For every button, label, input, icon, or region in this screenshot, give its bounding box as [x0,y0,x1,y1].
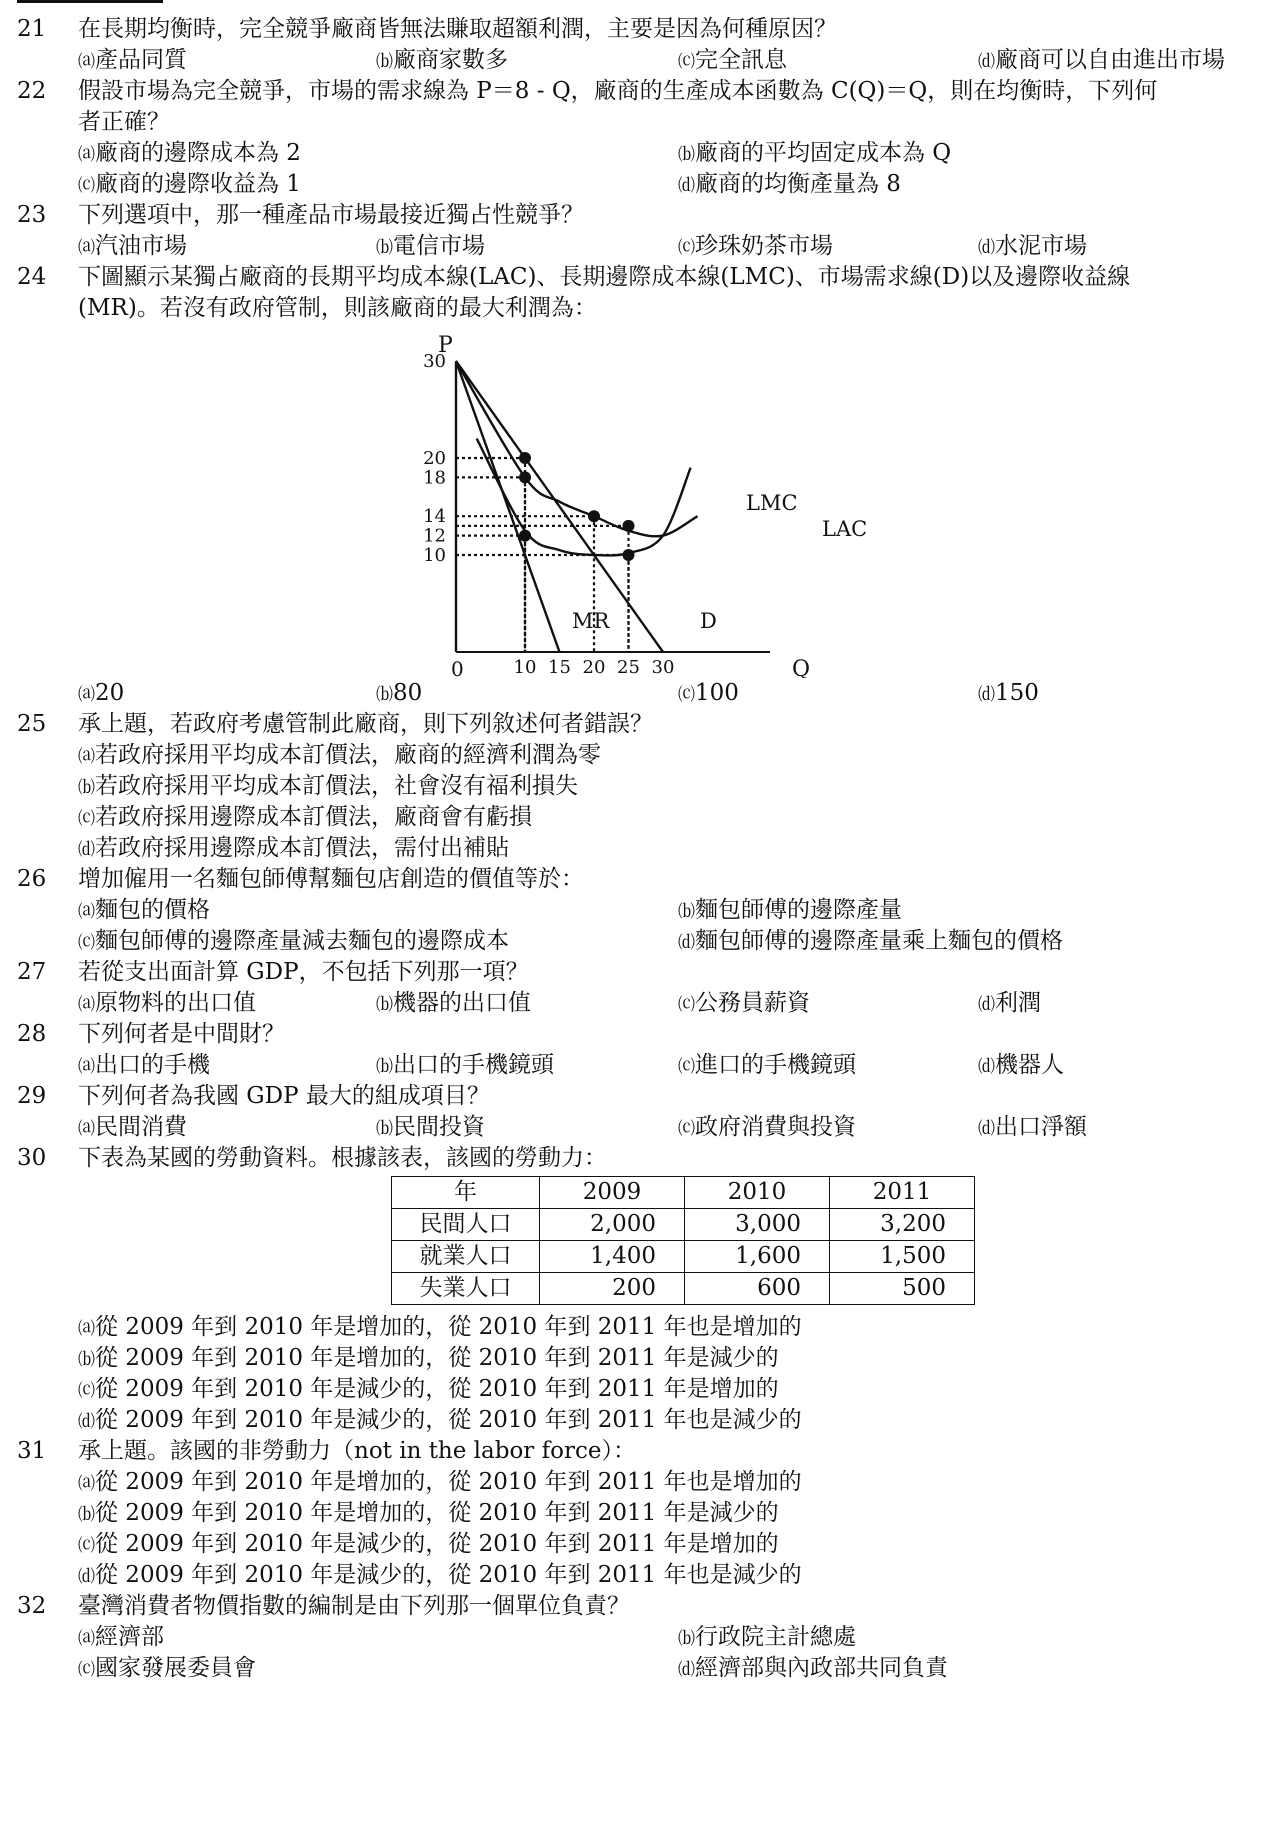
option-b[interactable]: ⒝80 [376,680,423,706]
option-a[interactable]: ⒜從 2009 年到 2010 年是增加的，從 2010 年到 2011 年也是增加的 [78,1469,802,1495]
option-d[interactable]: ⒟利潤 [978,990,1041,1016]
table-cell: 1,400 [540,1241,685,1273]
question-30 [0,1143,1274,1436]
table-row [392,1209,975,1241]
curve-label-lmc: LMC [746,491,798,515]
x-tick-label: 10 [513,657,537,678]
question-25 [0,709,1274,864]
question-number: 31 [17,1438,47,1464]
origin-label: 0 [451,657,464,678]
question-26 [0,864,1274,957]
question-22 [0,76,1274,200]
option-d[interactable]: ⒟從 2009 年到 2010 年是減少的，從 2010 年到 2011 年也是減少的 [78,1562,802,1588]
option-b[interactable]: ⒝從 2009 年到 2010 年是增加的，從 2010 年到 2011 年是減少的 [78,1345,779,1371]
table-row [392,1241,975,1273]
question-27 [0,957,1274,1019]
curve-d [456,361,663,652]
question-number: 21 [17,16,47,42]
top-rule [17,0,163,3]
question-stem: 臺灣消費者物價指數的編制是由下列那一個單位負責？ [78,1593,630,1619]
question-stem: 假設市場為完全競爭，市場的需求線為 P＝8 - Q，廠商的生產成本函數為 C(Q)＝Q，則在均衡時，下列何 [78,78,1158,104]
labor-data-table [391,1176,975,1305]
option-c[interactable]: ⒞完全訊息 [678,47,787,73]
marked-point [588,510,600,522]
option-c[interactable]: ⒞政府消費與投資 [678,1114,856,1140]
table-cell: 2,000 [540,1209,685,1241]
question-29 [0,1081,1274,1143]
option-a[interactable]: ⒜經濟部 [78,1624,164,1650]
option-d[interactable]: ⒟廠商的均衡產量為 8 [678,171,901,197]
option-a[interactable]: ⒜麵包的價格 [78,897,210,923]
table-cell: 500 [830,1273,975,1305]
option-a[interactable]: ⒜廠商的邊際成本為 2 [78,140,301,166]
question-stem: 下表為某國的勞動資料。根據該表，該國的勞動力： [78,1145,607,1171]
option-a[interactable]: ⒜原物料的出口值 [78,990,256,1016]
option-d[interactable]: ⒟150 [978,680,1039,706]
option-d[interactable]: ⒟廠商可以自由進出市場 [978,47,1225,73]
option-c[interactable]: ⒞從 2009 年到 2010 年是減少的，從 2010 年到 2011 年是增加的 [78,1376,779,1402]
table-cell: 3,200 [830,1209,975,1241]
option-a[interactable]: ⒜20 [78,680,125,706]
option-c[interactable]: ⒞廠商的邊際收益為 1 [78,171,301,197]
option-c[interactable]: ⒞珍珠奶茶市場 [678,233,833,259]
curve-lmc [477,439,691,556]
marked-point [519,452,531,464]
question-21 [0,14,1274,76]
question-number: 22 [17,78,47,104]
question-stem-cont: 者正確？ [78,109,170,135]
y-tick-label: 10 [423,545,446,566]
option-c[interactable]: ⒞若政府採用邊際成本訂價法，廠商會有虧損 [78,804,532,830]
option-b[interactable]: ⒝麵包師傅的邊際產量 [678,897,902,923]
exam-page [0,14,1274,1684]
table-cell: 200 [540,1273,685,1305]
table-cell: 3,000 [685,1209,830,1241]
curve-label-lac: LAC [822,517,868,541]
table-header-cell: 2010 [685,1177,830,1209]
question-number: 25 [17,711,47,737]
question-number: 23 [17,202,47,228]
option-b[interactable]: ⒝出口的手機鏡頭 [376,1052,554,1078]
option-c[interactable]: ⒞麵包師傅的邊際產量減去麵包的邊際成本 [78,928,509,954]
x-tick-label: 25 [617,657,640,678]
option-d[interactable]: ⒟經濟部與內政部共同負責 [678,1655,948,1681]
table-header-cell: 年 [392,1177,540,1209]
curve-label-mr: MR [572,609,610,633]
question-stem: 承上題。該國的非勞動力（not in the labor force）： [78,1438,636,1464]
table-cell: 1,500 [830,1241,975,1273]
question-28 [0,1019,1274,1081]
option-a[interactable]: ⒜出口的手機 [78,1052,210,1078]
table-row-label: 民間人口 [392,1209,540,1241]
x-tick-label: 30 [651,657,675,678]
option-c[interactable]: ⒞國家發展委員會 [78,1655,256,1681]
x-tick-label: 15 [548,657,571,678]
question-stem: 若從支出面計算 GDP，不包括下列那一項？ [78,959,529,985]
labor-table-wrap [0,1174,1274,1312]
question-number: 28 [17,1021,47,1047]
table-row-label: 就業人口 [392,1241,540,1273]
option-b[interactable]: ⒝若政府採用平均成本訂價法，社會沒有福利損失 [78,773,578,799]
marked-point [519,530,531,542]
question-number: 32 [17,1593,47,1619]
question-number: 27 [17,959,47,985]
y-tick-label: 14 [423,506,446,528]
curve-lac [456,361,698,536]
option-b[interactable]: ⒝廠商的平均固定成本為 Q [678,140,952,166]
table-header-row [392,1177,975,1209]
option-c[interactable]: ⒞從 2009 年到 2010 年是減少的，從 2010 年到 2011 年是增加的 [78,1531,779,1557]
option-d[interactable]: ⒟機器人 [978,1052,1064,1078]
cost-curve-chart [0,324,1274,678]
marked-point [519,471,531,483]
curve-label-d: D [700,609,717,633]
question-23 [0,200,1274,262]
table-cell: 1,600 [685,1241,830,1273]
y-tick-label: 18 [423,467,446,489]
question-stem: 下圖顯示某獨占廠商的長期平均成本線(LAC)、長期邊際成本線(LMC)、市場需求線(D)以及邊際收益線 [78,264,1131,290]
option-d[interactable]: ⒟麵包師傅的邊際產量乘上麵包的價格 [678,928,1063,954]
y-tick-label: 30 [423,351,446,372]
marked-point [623,549,635,561]
option-b[interactable]: ⒝從 2009 年到 2010 年是增加的，從 2010 年到 2011 年是減少的 [78,1500,779,1526]
question-number: 26 [17,866,47,892]
question-stem: 在長期均衡時，完全競爭廠商皆無法賺取超額利潤，主要是因為何種原因？ [78,16,837,42]
question-number: 30 [17,1145,47,1171]
option-a[interactable]: ⒜汽油市場 [78,233,187,259]
option-a[interactable]: ⒜產品同質 [78,47,187,73]
option-c[interactable]: ⒞100 [678,680,739,706]
question-stem: 下列何者是中間財？ [78,1021,285,1047]
marked-point [623,520,635,532]
option-b[interactable]: ⒝電信市場 [376,233,485,259]
question-stem: 下列何者為我國 GDP 最大的組成項目？ [78,1083,490,1109]
option-b[interactable]: ⒝行政院主計總處 [678,1624,856,1650]
option-b[interactable]: ⒝廠商家數多 [376,47,508,73]
x-tick-label: 20 [582,657,606,678]
question-24 [0,262,1274,709]
option-d[interactable]: ⒟從 2009 年到 2010 年是減少的，從 2010 年到 2011 年也是減少的 [78,1407,802,1433]
curve-mr [456,361,560,652]
option-a[interactable]: ⒜若政府採用平均成本訂價法，廠商的經濟利潤為零 [78,742,601,768]
question-stem: 下列選項中，那一種產品市場最接近獨占性競爭？ [78,202,584,228]
option-c[interactable]: ⒞公務員薪資 [678,990,810,1016]
question-stem: 增加僱用一名麵包師傅幫麵包店創造的價值等於： [78,866,584,892]
table-row-label: 失業人口 [392,1273,540,1305]
table-header-cell: 2011 [830,1177,975,1209]
option-d[interactable]: ⒟若政府採用邊際成本訂價法，需付出補貼 [78,835,509,861]
question-31 [0,1436,1274,1591]
question-32 [0,1591,1274,1684]
table-cell: 600 [685,1273,830,1305]
option-a[interactable]: ⒜從 2009 年到 2010 年是增加的，從 2010 年到 2011 年也是增加的 [78,1314,802,1340]
option-b[interactable]: ⒝機器的出口值 [376,990,531,1016]
question-number: 29 [17,1083,47,1109]
question-number: 24 [17,264,47,290]
option-b[interactable]: ⒝民間投資 [376,1114,485,1140]
question-stem: 承上題，若政府考慮管制此廠商，則下列敘述何者錯誤？ [78,711,653,737]
y-tick-label: 20 [423,448,446,469]
option-c[interactable]: ⒞進口的手機鏡頭 [678,1052,856,1078]
option-d[interactable]: ⒟水泥市場 [978,233,1087,259]
table-row [392,1273,975,1305]
table-header-cell: 2009 [540,1177,685,1209]
x-axis-label: Q [792,657,811,678]
y-axis-label: P [438,333,453,358]
monopoly-cost-figure [0,324,1274,678]
question-stem-cont: (MR)。若沒有政府管制，則該廠商的最大利潤為： [78,295,597,321]
y-tick-label: 12 [423,525,446,547]
option-a[interactable]: ⒜民間消費 [78,1114,187,1140]
option-d[interactable]: ⒟出口淨額 [978,1114,1087,1140]
